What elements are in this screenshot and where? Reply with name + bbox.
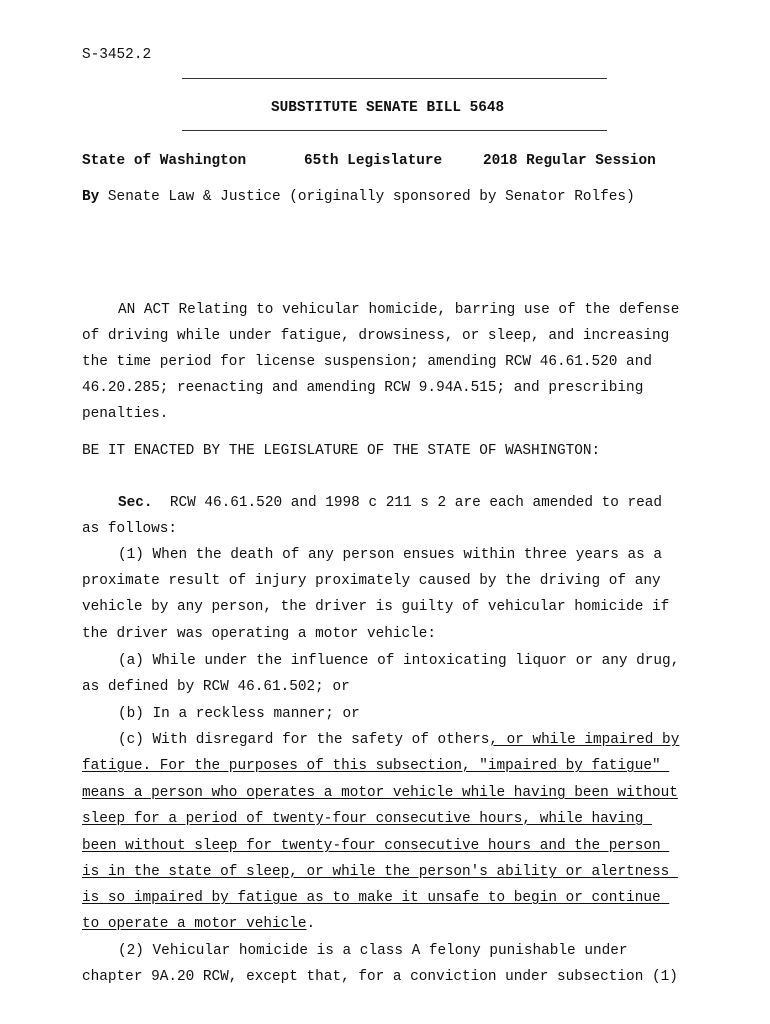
section-text: RCW 46.61.520 and 1998 c 211 s 2 are each amended to read	[169, 495, 663, 511]
clause-c-line	[82, 810, 652, 828]
clause-c-line	[82, 863, 678, 881]
section-text-cont: as follows:	[82, 521, 177, 537]
inserted-text: means a person who operates a motor vehicle while having been without	[82, 785, 678, 801]
bill-title: SUBSTITUTE SENATE BILL 5648	[271, 100, 505, 116]
body-line: proximate result of injury proximately caused by the driving of any	[82, 573, 661, 589]
body-line: as defined by RCW 46.61.502; or	[82, 679, 350, 695]
inserted-text: is so impaired by fatigue as to make it unsafe to begin or continue	[82, 890, 670, 906]
act-title-line: the time period for license suspension; amending RCW 46.61.520 and	[82, 354, 652, 370]
body-line: vehicle by any person, the driver is guilty of vehicular homicide if	[82, 599, 670, 615]
inserted-text: fatigue. For the purposes of this subsection, "impaired by fatigue"	[82, 758, 670, 774]
clause-c-line	[82, 784, 678, 802]
body-line: (1) When the death of any person ensues within three years as a	[118, 547, 663, 563]
sponsor-text: Senate Law & Justice (originally sponsored by Senator Rolfes)	[107, 189, 635, 205]
inserted-text: to operate a motor vehicle	[82, 916, 307, 932]
section-heading	[118, 494, 662, 512]
inserted-text: is in the state of sleep, or while the person's ability or alertness	[82, 864, 678, 880]
body-line: chapter 9A.20 RCW, except that, for a conviction under subsection (1)	[82, 969, 678, 985]
act-title-line: penalties.	[82, 406, 169, 422]
inserted-text: , or while impaired by	[489, 732, 680, 748]
enacting-clause: BE IT ENACTED BY THE LEGISLATURE OF THE STATE OF WASHINGTON:	[82, 443, 601, 459]
document-number: S-3452.2	[82, 47, 152, 63]
top-rule	[182, 78, 607, 79]
clause-c-line	[118, 731, 679, 749]
legislature-label: 65th Legislature	[304, 153, 443, 169]
body-line: (b) In a reckless manner; or	[118, 706, 360, 722]
clause-c-prefix: (c) With disregard for the safety of others	[118, 732, 490, 748]
body-line: (a) While under the influence of intoxicating liquor or any drug,	[118, 653, 680, 669]
section-label: Sec.	[118, 495, 153, 511]
clause-c-line	[82, 889, 669, 907]
clause-c-line	[82, 837, 669, 855]
state-label: State of Washington	[82, 153, 247, 169]
bottom-rule	[182, 130, 607, 131]
inserted-text: been without sleep for twenty-four consecutive hours and the person	[82, 838, 670, 854]
act-title-line: 46.20.285; reenacting and amending RCW 9.94A.515; and prescribing	[82, 380, 644, 396]
session-label: 2018 Regular Session	[483, 153, 656, 169]
act-title-line: of driving while under fatigue, drowsiness, or sleep, and increasing	[82, 328, 670, 344]
body-line: (2) Vehicular homicide is a class A felony punishable under	[118, 943, 628, 959]
body-line: the driver was operating a motor vehicle:	[82, 626, 437, 642]
clause-c-line	[82, 915, 315, 933]
sponsor-line	[82, 188, 635, 206]
by-label: By	[82, 189, 100, 205]
inserted-text: sleep for a period of twenty-four consecutive hours, while having	[82, 811, 652, 827]
clause-c-line	[82, 757, 669, 775]
act-title-line: AN ACT Relating to vehicular homicide, barring use of the defense	[118, 302, 680, 318]
clause-c-end: .	[306, 916, 316, 932]
